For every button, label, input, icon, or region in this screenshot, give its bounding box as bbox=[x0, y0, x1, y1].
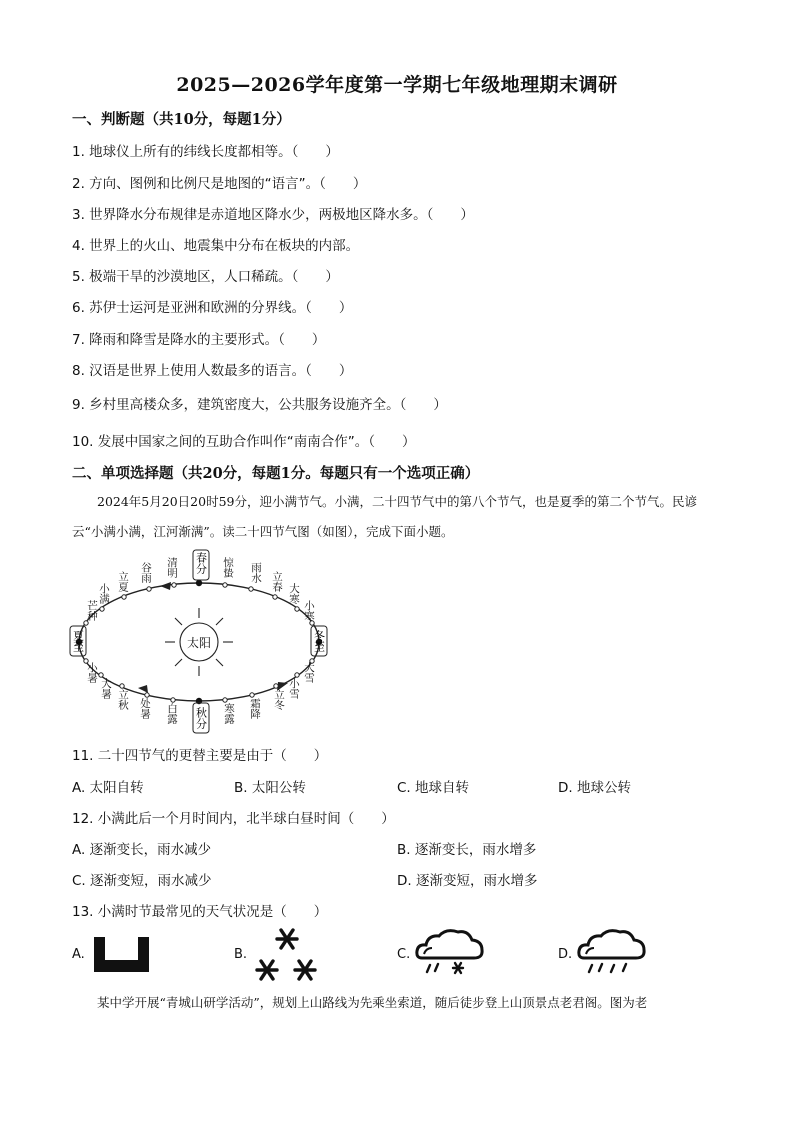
term-yushui: 雨水 bbox=[250, 562, 262, 583]
term-mangzhong: 芒种 bbox=[86, 600, 98, 621]
judge-question-2: 2. 方向、图例和比例尺是地图的“语言”。（ ） bbox=[72, 176, 367, 192]
orbit-arrow-top bbox=[160, 582, 171, 590]
section-judge-heading: 一、判断题（共10分，每题1分） bbox=[72, 111, 291, 128]
q13-option-b-label: B. bbox=[234, 947, 248, 962]
q11-option-b: B. 太阳公转 bbox=[234, 780, 306, 796]
term-chushu: 处暑 bbox=[139, 698, 151, 719]
term-daxue: 大雪 bbox=[303, 662, 315, 683]
sleet-icon bbox=[414, 928, 486, 978]
judge-question-7: 7. 降雨和降雪是降水的主要形式。（ ） bbox=[72, 332, 326, 348]
rain-icon bbox=[576, 928, 648, 978]
q12-option-c: C. 逐渐变短，雨水减少 bbox=[72, 873, 212, 889]
q11-option-d: D. 地球公转 bbox=[558, 780, 631, 796]
term-xiazhi: 夏至 bbox=[71, 630, 85, 652]
term-xiaoshu: 小暑 bbox=[86, 662, 98, 683]
term-dongzhi: 冬至 bbox=[312, 630, 326, 652]
judge-question-5: 5. 极端干旱的沙漠地区，人口稀疏。（ ） bbox=[72, 269, 339, 285]
page-title: 2025—2026学年度第一学期七年级地理期末调研 bbox=[176, 74, 618, 96]
q13-option-d-label: D. bbox=[558, 947, 573, 962]
q12-option-d: D. 逐渐变短，雨水增多 bbox=[397, 873, 538, 889]
q11-stem: 11. 二十四节气的更替主要是由于（ ） bbox=[72, 748, 328, 764]
term-shuangjiang: 霜降 bbox=[249, 698, 261, 719]
judge-question-4: 4. 世界上的火山、地震集中分布在板块的内部。 bbox=[72, 238, 360, 254]
q12-stem: 12. 小满此后一个月时间内，北半球白昼时间（ ） bbox=[72, 811, 395, 827]
term-chunfen: 春分 bbox=[194, 552, 208, 574]
term-lichun: 立春 bbox=[271, 571, 283, 592]
term-lixia: 立夏 bbox=[117, 571, 129, 592]
term-lidong: 立冬 bbox=[273, 689, 285, 710]
term-bailu: 白露 bbox=[166, 703, 178, 724]
term-jingzhe: 惊蛰 bbox=[222, 557, 234, 578]
sun-label: 太阳 bbox=[186, 636, 212, 650]
term-liqiu: 立秋 bbox=[117, 689, 129, 710]
passage-xiaoman: 2024年5月20日20时59分，迎小满节气。小满，二十四节气中的第八个节气，也是夏季的第二个节气。民谚云“小满小满，江河渐满”。读二十四节气图（如图），完成下面小题。 bbox=[72, 494, 697, 539]
term-xiaohan: 小寒 bbox=[303, 600, 315, 621]
passage-qingchengshan: 某中学开展“青城山研学活动”，规划上山路线为先乘坐索道，随后徒步登上山顶景点老君阁。图为老 bbox=[97, 995, 648, 1010]
q12-option-b: B. 逐渐变长，雨水增多 bbox=[397, 842, 537, 858]
solar-terms-diagram bbox=[60, 545, 360, 740]
term-qiufen: 秋分 bbox=[194, 707, 208, 729]
term-hanlu: 寒露 bbox=[223, 703, 235, 724]
judge-question-8: 8. 汉语是世界上使用人数最多的语言。（ ） bbox=[72, 363, 353, 379]
judge-question-1: 1. 地球仪上所有的纬线长度都相等。（ ） bbox=[72, 144, 339, 160]
snow-icon bbox=[252, 926, 322, 984]
judge-question-6: 6. 苏伊士运河是亚洲和欧洲的分界线。（ ） bbox=[72, 300, 353, 316]
term-xiaoxue: 小雪 bbox=[288, 678, 300, 699]
q11-option-a: A. 太阳自转 bbox=[72, 780, 144, 796]
q11-option-c: C. 地球自转 bbox=[397, 780, 470, 796]
q13-option-c-label: C. bbox=[397, 947, 411, 962]
q12-option-a: A. 逐渐变长，雨水减少 bbox=[72, 842, 212, 858]
sunny-icon bbox=[92, 935, 152, 975]
q13-stem: 13. 小满时节最常见的天气状况是（ ） bbox=[72, 904, 328, 920]
term-dahan: 大寒 bbox=[288, 583, 300, 604]
q13-option-a-label: A. bbox=[72, 947, 85, 962]
judge-question-3: 3. 世界降水分布规律是赤道地区降水少，两极地区降水多。（ ） bbox=[72, 207, 474, 223]
judge-question-9: 9. 乡村里高楼众多，建筑密度大，公共服务设施齐全。（ ） bbox=[72, 397, 447, 413]
orbit-arrow-bottom-left bbox=[138, 685, 148, 693]
term-xiaoman: 小满 bbox=[98, 583, 110, 604]
term-dashu: 大暑 bbox=[100, 678, 112, 699]
term-guyu: 谷雨 bbox=[140, 562, 152, 583]
section-choice-heading: 二、单项选择题（共20分，每题1分。每题只有一个选项正确） bbox=[72, 465, 480, 482]
term-qingming: 清明 bbox=[166, 557, 178, 578]
judge-question-10: 10. 发展中国家之间的互助合作叫作“南南合作”。（ ） bbox=[72, 434, 416, 450]
